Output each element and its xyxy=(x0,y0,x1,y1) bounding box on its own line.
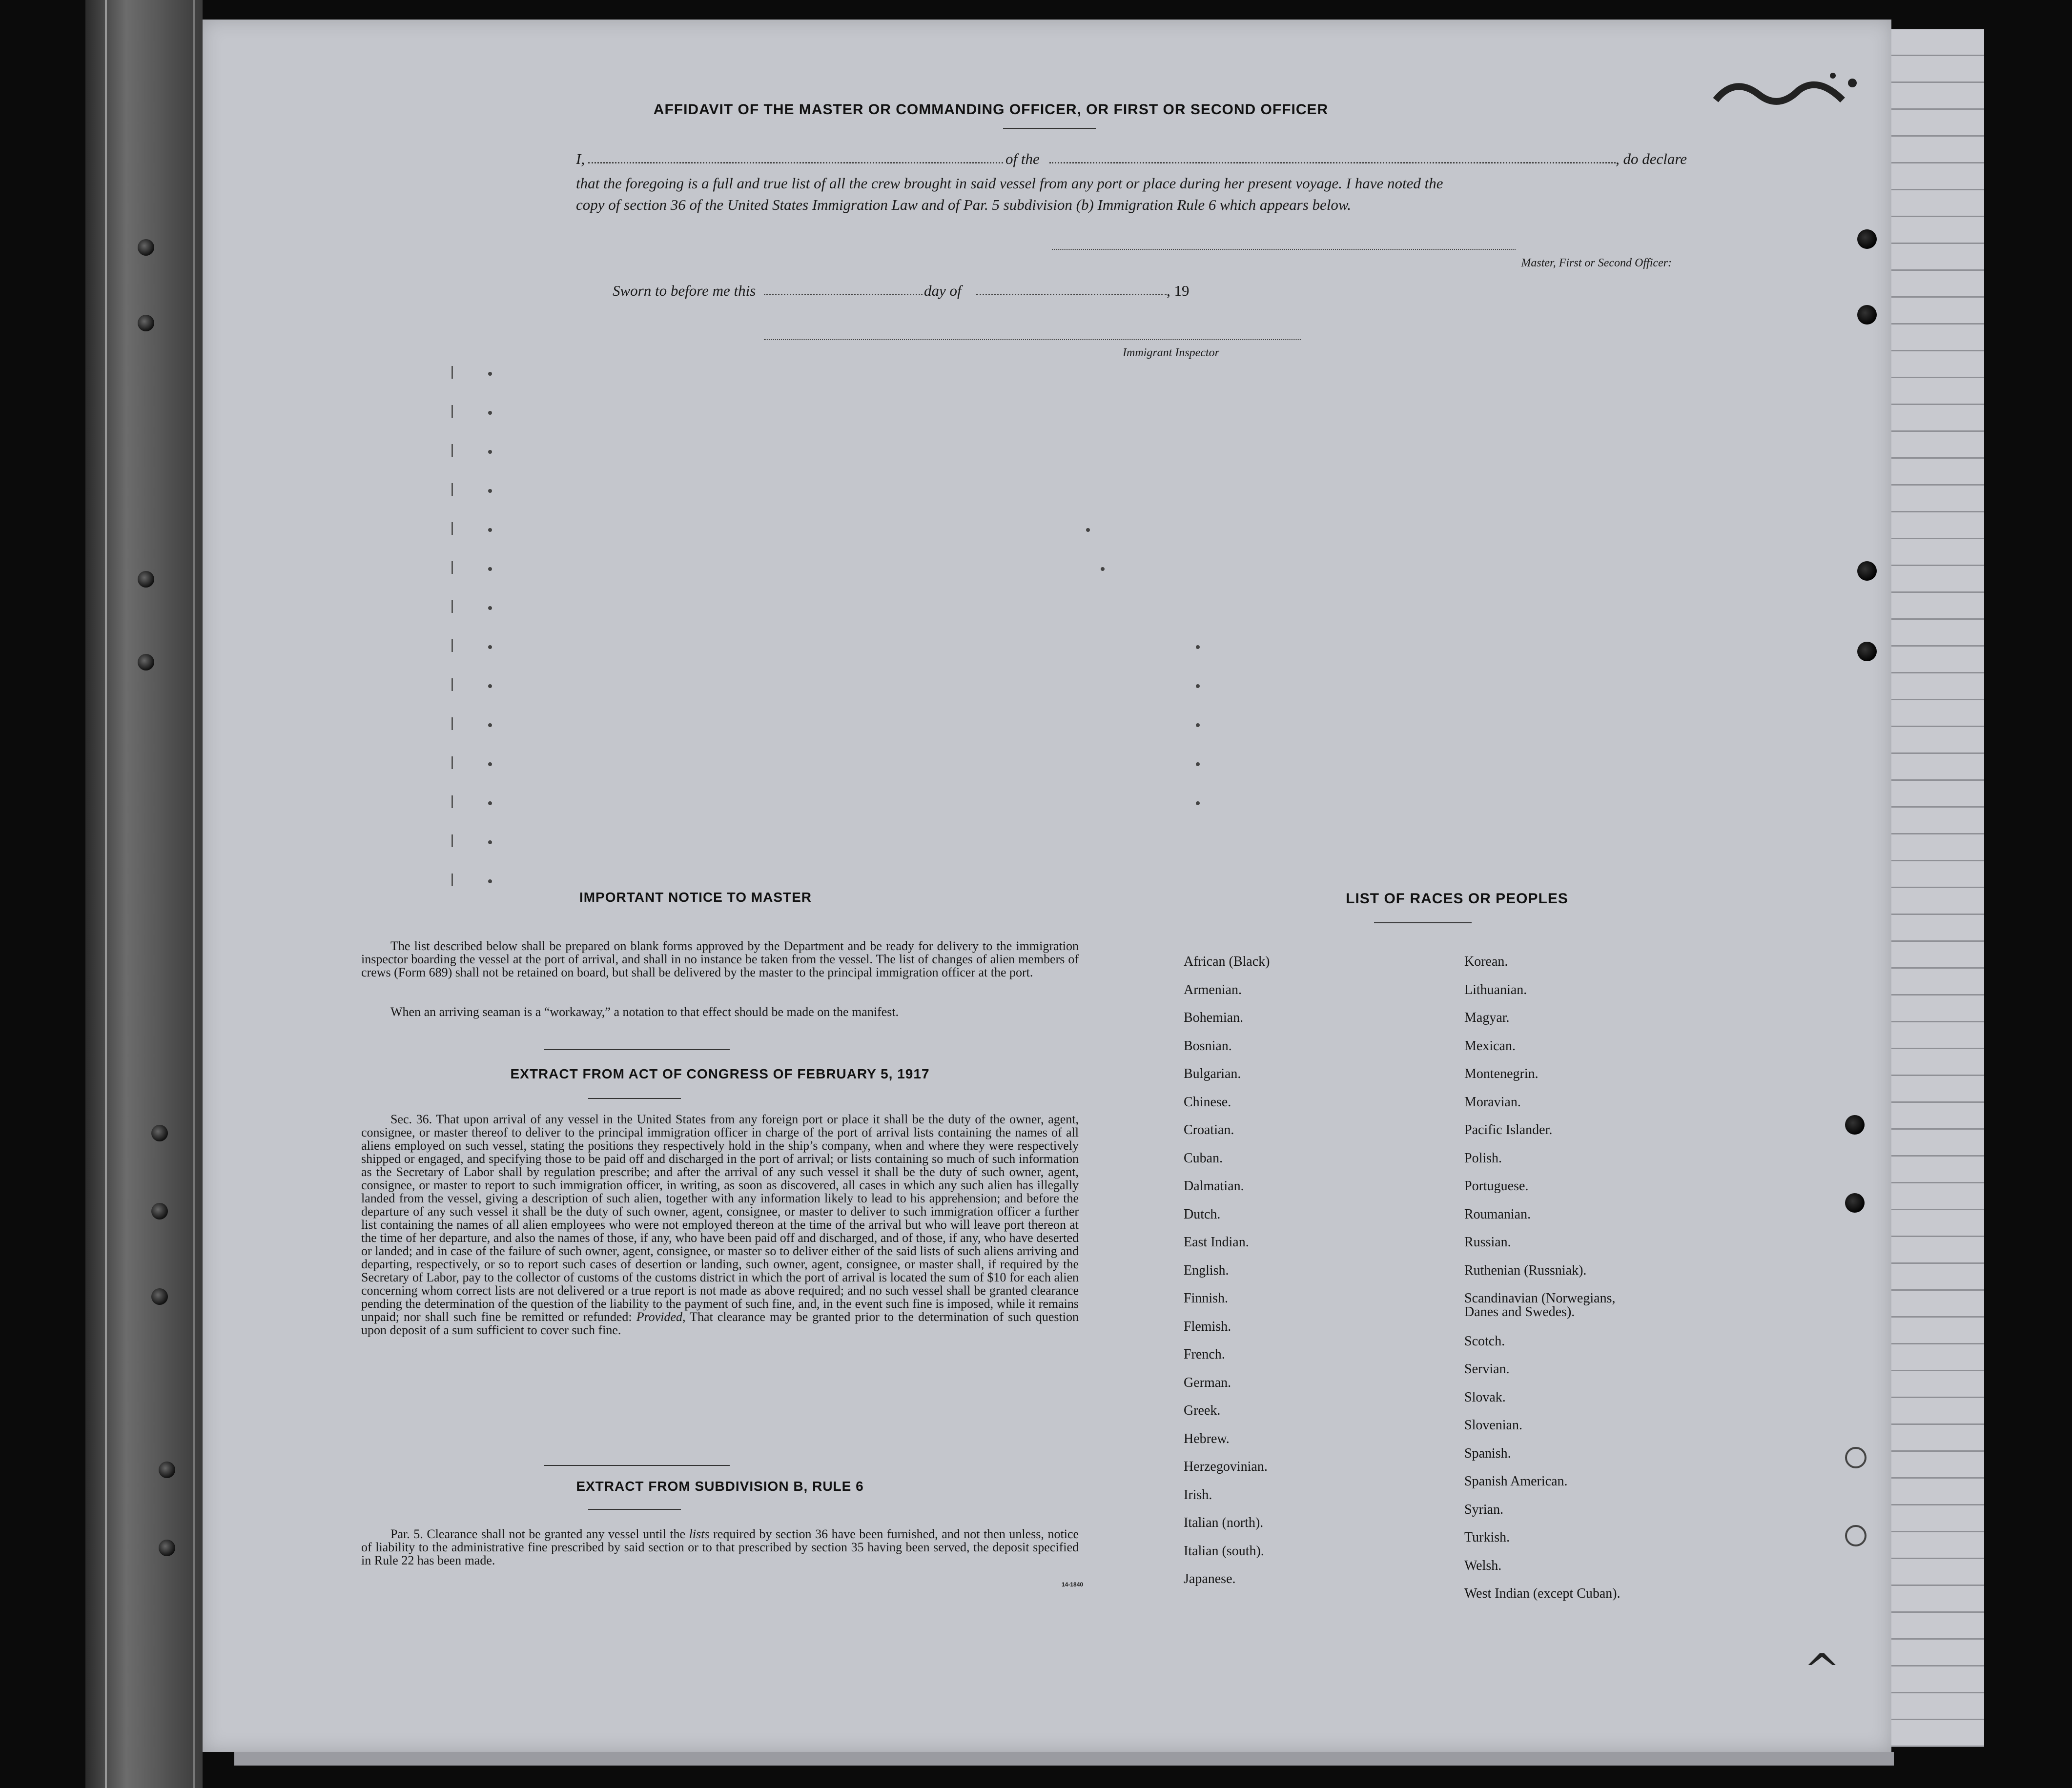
margin-dot xyxy=(1196,801,1200,805)
margin-dot xyxy=(1086,528,1090,532)
margin-dot xyxy=(488,567,492,571)
binder-strip xyxy=(85,0,203,1788)
binder-hole xyxy=(159,1540,175,1556)
margin-dot xyxy=(488,879,492,883)
binder-hole xyxy=(138,239,154,256)
margin-tick xyxy=(451,756,453,769)
race-item: Polish. xyxy=(1464,1150,1502,1166)
race-item: Danes and Swedes). xyxy=(1464,1304,1575,1320)
binder-edge xyxy=(105,0,107,1788)
inspector-caption: Immigrant Inspector xyxy=(1123,346,1219,359)
rule-extract-body-end: required by section 36 have been furnished, and not then unless, notice of liability to the administrative fine prescribed by said section or to that prescribed by section 35 having been served, the deposit specified in Rule 22 has been made. xyxy=(361,1527,1079,1567)
margin-dot xyxy=(488,840,492,844)
punch-hole xyxy=(1857,642,1877,661)
vessel-name-field xyxy=(1049,162,1616,163)
race-item: East Indian. xyxy=(1184,1235,1249,1250)
margin-tick xyxy=(451,405,453,418)
punch-hole xyxy=(1845,1447,1867,1468)
form-page xyxy=(203,20,1891,1752)
rule-extract-lists: lists xyxy=(689,1527,710,1541)
race-item: Dutch. xyxy=(1184,1206,1221,1222)
inspector-signature-line xyxy=(764,339,1301,340)
section-rule xyxy=(588,1509,681,1510)
race-item: Spanish. xyxy=(1464,1445,1511,1461)
rule-extract-title: EXTRACT FROM SUBDIVISION B, RULE 6 xyxy=(576,1479,864,1494)
notice-paragraph-1: The list described below shall be prepared on blank forms approved by the Department and be ready for delivery to the immigration inspector boarding the vessel at the port of arrival, and shall in no instance be taken from the vessel. The list of changes of alien members of crews (Form 689) shall not be retained on board, but shall be delivered by the master to the principal immigration officer at the port. xyxy=(361,939,1079,979)
form-number: 14-1840 xyxy=(1062,1581,1084,1588)
race-item: Magyar. xyxy=(1464,1010,1510,1025)
margin-dot xyxy=(488,606,492,610)
race-item: Servian. xyxy=(1464,1361,1510,1377)
race-item: French. xyxy=(1184,1347,1225,1362)
margin-dot xyxy=(1196,723,1200,727)
race-item: Ruthenian (Russniak). xyxy=(1464,1262,1587,1278)
notice-title: IMPORTANT NOTICE TO MASTER xyxy=(579,890,812,905)
race-item: Lithuanian. xyxy=(1464,982,1527,997)
race-item: Korean. xyxy=(1464,954,1508,969)
margin-tick xyxy=(451,834,453,847)
binder-hole xyxy=(151,1203,168,1219)
margin-dot xyxy=(488,723,492,727)
margin-tick xyxy=(451,795,453,808)
binder-hole xyxy=(151,1125,168,1141)
race-item: Syrian. xyxy=(1464,1502,1504,1517)
race-item: African (Black) xyxy=(1184,954,1270,969)
affidavit-statement-1: that the foregoing is a full and true list of all the crew brought in said vessel from any port or place during her present voyage. I have noted the xyxy=(576,175,1443,192)
section-rule xyxy=(588,1098,681,1099)
underlying-sheet-edge xyxy=(234,1752,1894,1766)
margin-tick xyxy=(451,717,453,730)
race-item: Cuban. xyxy=(1184,1150,1223,1166)
torn-corner-mark xyxy=(1696,66,1872,129)
rule-extract-body: Par. 5. Clearance shall not be granted any vessel until the xyxy=(390,1527,686,1541)
sworn-day-of: day of xyxy=(924,282,962,299)
race-item: Armenian. xyxy=(1184,982,1242,997)
race-item: Chinese. xyxy=(1184,1094,1231,1110)
race-item: Montenegrin. xyxy=(1464,1066,1539,1081)
binder-hole xyxy=(151,1288,168,1305)
officer-signature-line xyxy=(1052,249,1516,250)
affidavit-i: I, xyxy=(576,150,585,167)
binder-hole xyxy=(138,315,154,331)
race-item: West Indian (except Cuban). xyxy=(1464,1586,1621,1601)
race-item: Slovak. xyxy=(1464,1389,1506,1405)
binder-hole xyxy=(138,654,154,670)
race-item: Welsh. xyxy=(1464,1558,1502,1573)
section-rule xyxy=(544,1465,730,1466)
binder-hole xyxy=(159,1462,175,1478)
race-item: Japanese. xyxy=(1184,1571,1236,1586)
race-item: Bohemian. xyxy=(1184,1010,1244,1025)
notice-paragraph-2: When an arriving seaman is a “workaway,” a notation to that effect should be made on the manifest. xyxy=(390,1005,899,1019)
affidavit-of-the: of the xyxy=(1005,150,1040,167)
races-title: LIST OF RACES OR PEOPLES xyxy=(1346,891,1568,907)
margin-tick xyxy=(451,522,453,535)
race-item: Scotch. xyxy=(1464,1333,1505,1349)
race-item: Flemish. xyxy=(1184,1319,1231,1334)
officer-signature-caption: Master, First or Second Officer: xyxy=(1521,257,1672,269)
margin-tick xyxy=(451,600,453,613)
race-item: Moravian. xyxy=(1464,1094,1521,1110)
race-item: Russian. xyxy=(1464,1235,1511,1250)
race-item: Greek. xyxy=(1184,1403,1221,1418)
race-item: Roumanian. xyxy=(1464,1206,1531,1222)
title-rule xyxy=(1003,128,1096,129)
margin-tick xyxy=(451,366,453,379)
act-extract-title: EXTRACT FROM ACT OF CONGRESS OF FEBRUARY 5, 1917 xyxy=(510,1066,930,1081)
race-item: Hebrew. xyxy=(1184,1431,1230,1446)
margin-dot xyxy=(1196,762,1200,766)
margin-tick xyxy=(451,561,453,574)
race-item: Croatian. xyxy=(1184,1122,1234,1138)
binder-edge xyxy=(193,0,195,1788)
margin-dot xyxy=(488,762,492,766)
punch-hole xyxy=(1857,229,1877,249)
race-item: Scandinavian (Norwegians, xyxy=(1464,1291,1616,1306)
margin-dot xyxy=(1101,567,1105,571)
race-item: Dalmatian. xyxy=(1184,1178,1244,1194)
race-item: Finnish. xyxy=(1184,1291,1229,1306)
binder-hole xyxy=(138,571,154,588)
race-item: Turkish. xyxy=(1464,1530,1510,1545)
race-item: Italian (north). xyxy=(1184,1515,1264,1530)
margin-dot xyxy=(1196,645,1200,649)
margin-dot xyxy=(488,645,492,649)
margin-dot xyxy=(1196,684,1200,688)
race-item: German. xyxy=(1184,1375,1231,1390)
margin-dot xyxy=(488,528,492,532)
race-item: English. xyxy=(1184,1262,1229,1278)
underlying-ruled-sheet xyxy=(1891,29,1984,1747)
act-extract-text xyxy=(361,1113,1079,1337)
margin-dot xyxy=(488,450,492,454)
race-item: Italian (south). xyxy=(1184,1543,1264,1559)
sworn-year: , 19 xyxy=(1167,282,1190,299)
act-extract-body: Sec. 36. That upon arrival of any vessel in the United States from any foreign port or place it shall be the duty of the owner, agent, consignee, or master thereof to deliver to the principal immigration officer in charge of the port of arrival lists containing the names of all aliens employed on such vessel, stating the positions they respectively hold in the ship’s company, when and where they were respectively shipped or engaged, and specifying those to be paid off and discharged in the port of arrival; or lists containing so much of such information as the Secretary of Labor shall by regulation prescribe; and after the arrival of any such vessel it shall be the duty of such owner, agent, consignee, or master to report to such immigration officer, in writing, as soon as discovered, all cases in which any such alien has illegally landed from the vessel, giving a description of such alien, together with any information likely to lead to his apprehension; and before the departure of any such vessel it shall be the duty of such owner, agent, consignee, or master to deliver to such immigration officer a further list containing the names of all alien employees who were not employed thereon at the time of the arrival but who will leave port thereon at the time of her departure, and also the names of those, if any, who have been paid off and discharged, and of those, if any, who have deserted or landed; and in case of the failure of such owner, agent, consignee, or master so to deliver either of the said lists of such aliens arriving and departing, respectively, or so to report such cases of desertion or landing, such owner, agent, consignee, or master shall, if required by the Secretary of Labor, pay to the collector of customs of the customs district in which the port of arrival is located the sum of $10 for each alien concerning whom correct lists are not delivered or a true report is not made as above required; and no such vessel shall be granted clearance pending the determination of the question of the liability to the payment of such fine, and, in the event such fine is imposed, while it remains unpaid; nor shall such fine be remitted or refunded: xyxy=(361,1112,1079,1324)
master-name-field xyxy=(588,162,1003,163)
margin-dot xyxy=(488,372,492,376)
act-extract-proviso: Provided, xyxy=(636,1310,686,1324)
race-item: Irish. xyxy=(1184,1487,1212,1503)
act-extract-body-end: That clearance may be granted prior to the determination of such question upon deposit of a sum sufficient to cover such fine. xyxy=(361,1310,1079,1337)
margin-tick xyxy=(451,639,453,652)
punch-hole xyxy=(1845,1525,1867,1546)
races-left-column xyxy=(1184,932,1428,1596)
margin-tick xyxy=(451,444,453,457)
punch-hole xyxy=(1857,561,1877,581)
margin-dot xyxy=(488,489,492,493)
affidavit-statement-2: copy of section 36 of the United States Immigration Law and of Par. 5 subdivision (b) Immigration Rule 6 which appears below. xyxy=(576,196,1352,213)
race-item: Mexican. xyxy=(1464,1038,1516,1054)
affidavit-declare: , do declare xyxy=(1616,150,1687,167)
margin-dot xyxy=(488,684,492,688)
margin-tick xyxy=(451,678,453,691)
handwritten-mark: ^ xyxy=(1804,1645,1841,1696)
affidavit-title: AFFIDAVIT OF THE MASTER OR COMMANDING OFFICER, OR FIRST OR SECOND OFFICER xyxy=(653,102,1329,118)
race-item: Spanish American. xyxy=(1464,1474,1568,1489)
race-item: Bulgarian. xyxy=(1184,1066,1241,1081)
section-rule xyxy=(1374,922,1472,923)
race-item: Herzegovinian. xyxy=(1184,1459,1268,1474)
rule-extract-text xyxy=(361,1527,1079,1567)
sworn-day-field xyxy=(764,294,923,295)
sworn-month-field xyxy=(976,294,1167,295)
race-item: Slovenian. xyxy=(1464,1418,1522,1433)
race-item: Bosnian. xyxy=(1184,1038,1232,1054)
punch-hole xyxy=(1845,1193,1865,1213)
race-item: Pacific Islander. xyxy=(1464,1122,1553,1138)
margin-dot xyxy=(488,411,492,415)
punch-hole xyxy=(1845,1115,1865,1135)
section-rule xyxy=(544,1049,730,1050)
punch-hole xyxy=(1857,305,1877,325)
sworn-prefix: Sworn to before me this xyxy=(613,282,756,299)
races-right-column xyxy=(1464,932,1708,1601)
margin-dot xyxy=(488,801,492,805)
race-item: Portuguese. xyxy=(1464,1178,1529,1194)
margin-tick xyxy=(451,874,453,886)
margin-tick xyxy=(451,483,453,496)
